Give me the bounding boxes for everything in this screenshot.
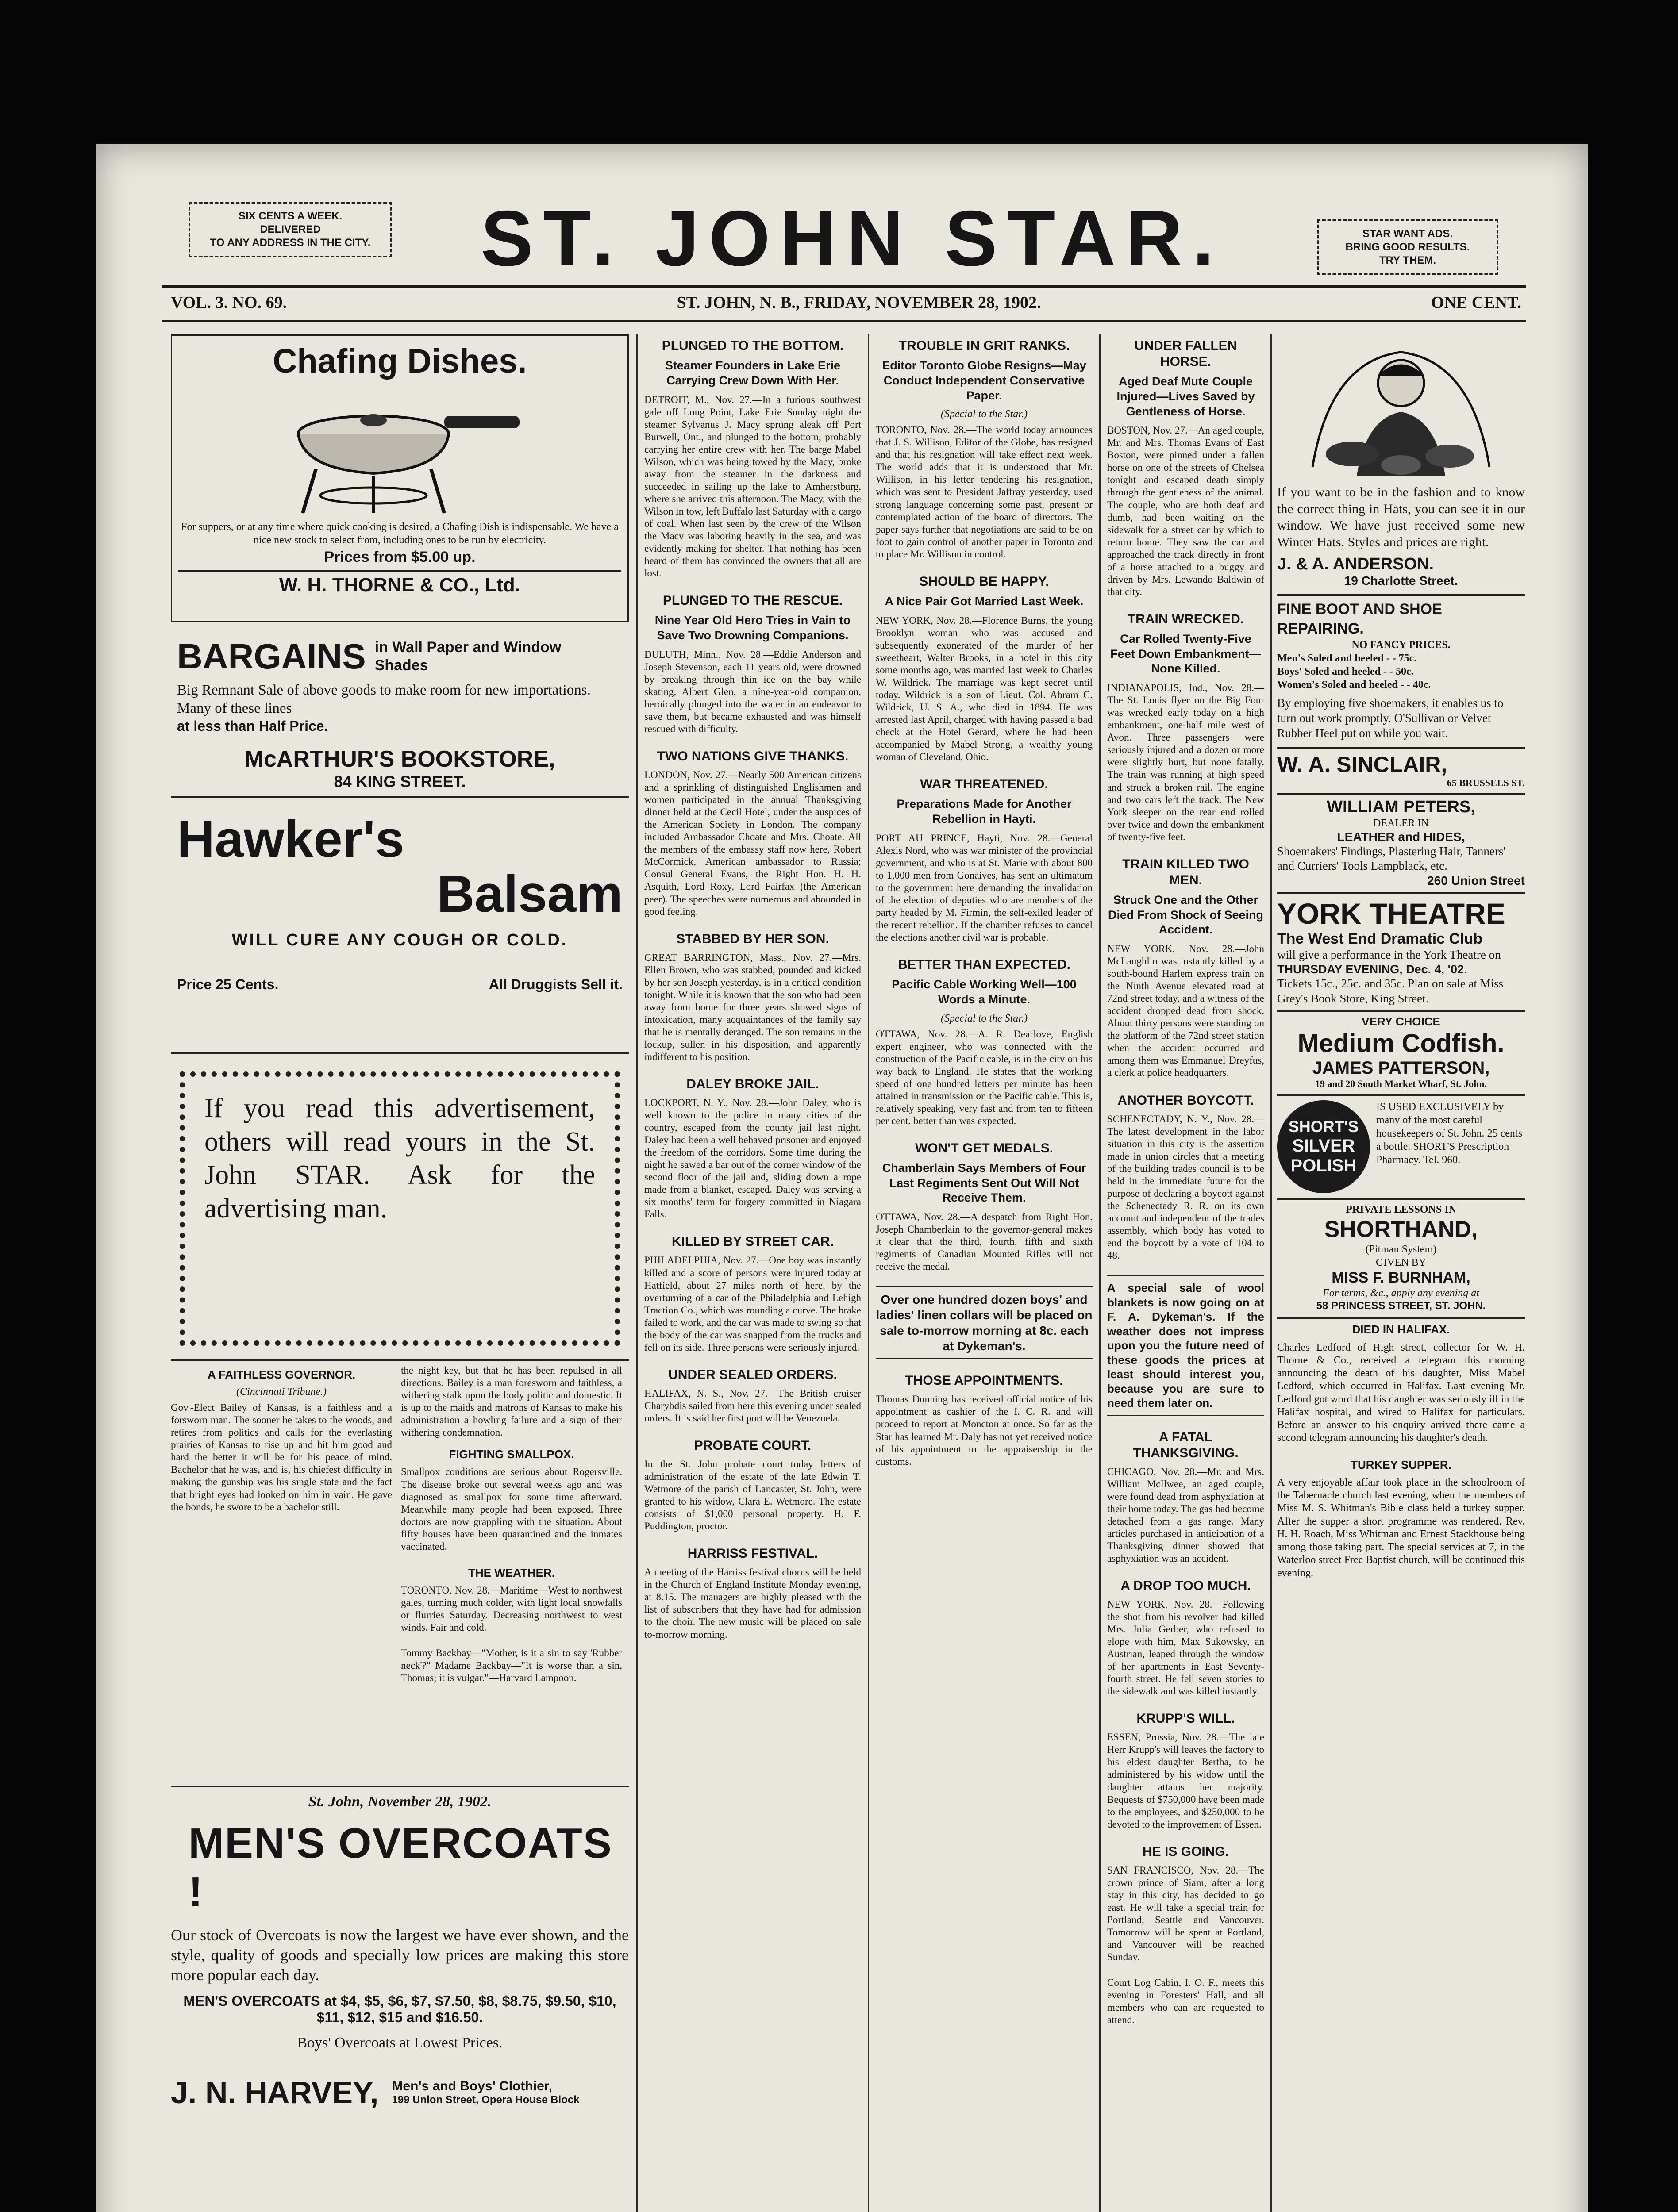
want-ads-box xyxy=(1317,219,1498,275)
silver-polish-ad xyxy=(1277,1094,1525,1193)
article-body: OTTAWA, Nov. 28.—A. R. Dearlove, English expert engineer, who was connected with the construction of the Pacific cable, is in the city on his way back to England. He states that the working speed of one hundred letters per minute has been attained in transmission on the Pacific cable. This is, relatively speaking, very fast and from ten to fifteen per cent. better than was expected. xyxy=(876,1028,1093,1126)
ad-druggists: All Druggists Sell it. xyxy=(489,976,623,992)
ad-address: 84 KING STREET. xyxy=(334,772,466,791)
article-subhead: Aged Deaf Mute Couple Injured—Lives Saved by Gentleness of Horse. xyxy=(1116,375,1255,418)
ad-headline: Hawker's xyxy=(177,810,404,868)
article-body: LONDON, Nov. 27.—Nearly 500 American citizens and a sprinkling of distinguished Englishmen and women participated in the annual Thanksgiving dinner held at the Cecil Hotel, under the auspices of the American Society in London. The company included Ambassador Choate and Mrs. Choate. All the members of the embassy staff now here, Robert McCormick, American ambassador to Russia; Consul General Evans, the Right Hon. H. H. Asquith, Lord Roxy, Lord Fairfax (the American peer). The speeches were numerous and abounded in good feeling. xyxy=(644,769,861,917)
column-3 xyxy=(876,334,1093,2212)
ad-headline: YORK THEATRE xyxy=(1277,897,1505,930)
article-body: BOSTON, Nov. 27.—An aged couple, Mr. and Mrs. Thomas Evans of East Boston, were pinned under a fallen horse on one of the streets of Chelsea tonight and escaped death simply through the gentleness of the animal. The couple, who are both deaf and dumb, had been waiting on the sidewalk for a street car by which to return home. They saw the car and approached the track directly in front of a horse attached to a buggy and driven by Mrs. Lewando Baldwin of that city. xyxy=(1107,425,1264,597)
article-thanks xyxy=(644,749,861,918)
article-credit: (Special to the Star.) xyxy=(941,1012,1028,1024)
article-body: DULUTH, Minn., Nov. 28.—Eddie Anderson and Joseph Stevenson, each 11 years old, were drowned by breaking through thin ice on the bay while skating. Albert Glen, a nine-year-old companion, heroically plunged into the water in an endeavor to save them, but became exhausted and was himself rescued with difficulty. xyxy=(644,649,861,734)
blankets-notice: A special sale of wool blankets is now going on at F. A. Dykeman's. If the weather does not impress upon you the future need of these goods the prices at least should interest you, because you are sure to need them later on. xyxy=(1107,1275,1264,1416)
delivery-line: DELIVERED xyxy=(260,223,321,235)
article-subhead: Nine Year Old Hero Tries in Vain to Save Two Drowning Companions. xyxy=(654,614,851,642)
ad-subhead: DEALER IN xyxy=(1373,817,1429,829)
ad-prices: MEN'S OVERCOATS at $4, $5, $6, $7, $7.50, $8, $8.75, $9.50, $10, $11, $12, $15 and $16.50. xyxy=(183,1993,616,2025)
ad-address: 65 BRUSSELS ST. xyxy=(1447,777,1525,788)
delivery-notice-box xyxy=(189,202,392,257)
delivery-line: SIX CENTS A WEEK. xyxy=(238,210,343,222)
ad-copy: For terms, &c., apply any evening at xyxy=(1323,1287,1479,1299)
column-rule xyxy=(1270,334,1272,2212)
newspaper-title: ST. JOHN STAR. xyxy=(481,194,1224,282)
price-line: Boys' Soled and heeled - - 50c. xyxy=(1277,666,1414,678)
article-headline: A DROP TOO MUCH. xyxy=(1120,1578,1251,1593)
ad-headline: SHORTHAND, xyxy=(1324,1217,1478,1243)
polish-badge-line: SHORT'S xyxy=(1288,1118,1359,1136)
ad-headline: Chafing Dishes. xyxy=(273,342,527,380)
article-daley xyxy=(644,1076,861,1221)
masthead-rule-top xyxy=(162,285,1526,288)
article-happy xyxy=(876,574,1093,763)
article-headline: ANOTHER BOYCOTT. xyxy=(1117,1093,1254,1108)
advertising-copy: If you read this advertisement, others will read yours in the St. John STAR. Ask for the advertising man. xyxy=(204,1093,595,1224)
article-body: ESSEN, Prussia, Nov. 28.—The late Herr Krupp's will leaves the factory to his eldest daughter Bertha, to be administered by his widow until the daughter attains her majority. Bequests of $750,000 have been made to the employees, and $250,000 to be devoted to the improvement of Essen. xyxy=(1107,1732,1264,1830)
column-rule xyxy=(1099,334,1101,2212)
article-stabbed xyxy=(644,931,861,1063)
ad-subhead: VERY CHOICE xyxy=(1362,1015,1440,1029)
ad-copy: will give a performance in the York Theatre on xyxy=(1277,948,1501,962)
ad-copy: Tickets 15c., 25c. and 35c. Plan on sale at Miss Grey's Book Store, King Street. xyxy=(1277,976,1504,1005)
article-headline: THE WEATHER. xyxy=(468,1566,555,1579)
chafing-dishes-ad xyxy=(171,334,629,622)
article-medals xyxy=(876,1141,1093,1273)
article-body: NEW YORK, Nov. 28.—Following the shot from his revolver had killed Mrs. Julia Gerber, who refused to elope with him, Max Sukowsky, an Austrian, leaped through the window of her apartments in East Seventy-fourth street. He fell seven stories to the sidewalk and was killed instantly. xyxy=(1107,1598,1264,1697)
hatted-man-illustration xyxy=(1304,334,1498,480)
ad-firm: McARTHUR'S BOOKSTORE, xyxy=(244,746,555,772)
york-theatre-ad xyxy=(1277,892,1525,1006)
peters-ad xyxy=(1277,793,1525,888)
ad-firm: W. A. SINCLAIR, xyxy=(1277,752,1447,777)
article-governor xyxy=(171,1368,392,1513)
advertising-notice xyxy=(180,1071,620,1346)
article-street-car xyxy=(644,1234,861,1353)
place-date: ST. JOHN, N. B., FRIDAY, NOVEMBER 28, 1902. xyxy=(677,293,1041,312)
article-headline: DIED IN HALIFAX. xyxy=(1352,1323,1450,1336)
article-war xyxy=(876,776,1093,944)
ad-address: 19 and 20 South Market Wharf, St. John. xyxy=(1315,1078,1487,1090)
ad-copy: Our stock of Overcoats is now the largest we have ever shown, and the style, quality of goods and specially low prices are making this store more popular each day. xyxy=(171,1926,629,1984)
article-headline: BETTER THAN EXPECTED. xyxy=(897,957,1071,972)
ad-copy: (Pitman System) xyxy=(1365,1244,1437,1256)
article-body: TORONTO, Nov. 28.—Maritime—West to northwest gales, turning much colder, with light local snowfalls or flurries Saturday. Decreasing northwest to west winds. Fair and cold. xyxy=(401,1584,622,1633)
article-going xyxy=(1107,1844,1264,1963)
dateline xyxy=(171,289,1521,316)
article-body: A very enjoyable affair took place in the schoolroom of the Tabernacle church last evening, when the members of Miss M. S. Whitman's Bible class held a turkey supper. After the supper a short programme was rendered. Rev. H. H. Roach, Miss Whitman and Ernest Stackhouse being among those taking part. The special services at 7, in the Waterloo street Free Baptist church, will be continued this evening. xyxy=(1277,1476,1525,1579)
article-weather xyxy=(401,1566,622,1634)
ad-headline: Medium Codfish. xyxy=(1297,1029,1505,1058)
ad-firm-description: Men's and Boys' Clothier, xyxy=(392,2078,553,2093)
article-body: GREAT BARRINGTON, Mass., Nov. 27.—Mrs. Ellen Brown, who was stabbed, pounded and kicked by her son Joseph yesterday, is in a critical condition tonight. While it is known that the son who had been away from home for three years showed signs of intoxication, many acquaintances of the family say that he is mentally deranged. The son remains in the lockup, sullen in his disposition, and apparently indifferent to his position. xyxy=(644,952,861,1062)
article-headline: A FATAL THANKSGIVING. xyxy=(1133,1429,1239,1460)
ad-headline: Balsam xyxy=(437,864,623,923)
volume-number: VOL. 3. NO. 69. xyxy=(171,293,287,312)
ad-firm: J. N. HARVEY, xyxy=(171,2075,379,2110)
article-source: (Cincinnati Tribune.) xyxy=(236,1386,327,1398)
ad-copy: For suppers, or at any time where quick cooking is desired, a Chafing Dish is indispensable. We have a nice new stock to select from, including ones to be run by electricity. xyxy=(181,521,619,546)
article-sealed-orders xyxy=(644,1367,861,1425)
article-headline: UNDER FALLEN HORSE. xyxy=(1134,338,1237,369)
article-headline: TWO NATIONS GIVE THANKS. xyxy=(657,749,849,764)
article-body: NEW YORK, Nov. 28.—John McLaughlin was instantly killed by a south-bound Harlem express train on the Ninth Avenue elevated road at 72nd street today, and a witness of the accident dropped dead from shock. About thirty persons were standing on the platform of the 72nd street station when the accident occurred and among them was Emmanuel Dreyfus, a clerk at police headquarters. xyxy=(1107,943,1264,1079)
article-subhead: Editor Toronto Globe Resigns—May Conduct Independent Conservative Paper. xyxy=(882,359,1086,402)
article-headline: HE IS GOING. xyxy=(1142,1844,1229,1859)
polish-badge xyxy=(1277,1100,1370,1193)
article-boycott xyxy=(1107,1093,1264,1262)
hats-copy: If you want to be in the fashion and to know the correct thing in Hats, you can see it in our window. We have just received some new Winter Hats. Styles and prices are right. xyxy=(1277,485,1525,549)
ad-headline: FINE BOOT AND SHOE REPAIRING. xyxy=(1277,601,1442,637)
article-plunged-rescue xyxy=(644,593,861,735)
article-subhead: A Nice Pair Got Married Last Week. xyxy=(885,594,1084,608)
article-body: INDIANAPOLIS, Ind., Nov. 28.—The St. Louis flyer on the Big Four was wrecked early today on a high embankment, one-half mile west of Avon. Three passengers were seriously injured and a dozen or more were slightly hurt, but none fatally. The train was running at high speed and struck a broken rail. The engine and two cars left the track. The New York sleeper on the rear end rolled over twice and down the embankment of twenty-five feet. xyxy=(1107,682,1264,842)
article-harriss xyxy=(644,1546,861,1640)
article-body: NEW YORK, Nov. 28.—Florence Burns, the young Brooklyn woman who was accused and subsequently exonerated of the murder of her sweetheart, Walter Brooks, in a hotel in this city some months ago, was married last week to Charles W. Wildrick. The marriage was kept secret until today. Wildrick is a son of Lieut. Col. Abram C. Wildrick, U. S. A., who died in 1894. He was arrested last April, charged with having passed a bad check at the Hotel Gerard, where he had been accompanied by Mabel Strong, a wealthy young woman of Cleveland, Ohio. xyxy=(876,614,1093,763)
article-drop xyxy=(1107,1578,1264,1697)
article-subhead: Car Rolled Twenty-Five Feet Down Embankment—None Killed. xyxy=(1110,632,1261,676)
article-died-halifax xyxy=(1277,1317,1525,1444)
article-body: Thomas Dunning has received official notice of his appointment as cashier of the I. C. R. and will proceed to report at Moncton at once. So far as the Star has learned Mr. Daly has not yet received notice of his appointment to the appraisership in the customs. xyxy=(876,1394,1093,1467)
article-body: Charles Ledford of High street, collector for W. H. Thorne & Co., received a telegram this morning announcing the death of his daughter, Miss Mabel Ledford, which occurred in Halifax. Last evening Mr. Ledford got word that his daughter was seriously ill in the Halifax hospital, and wired to Halifax for particulars. Before an answer to his enquiry arrived there came a second telegram announcing his daughter's death. xyxy=(1277,1341,1525,1444)
ad-subhead: LEATHER and HIDES, xyxy=(1337,830,1465,844)
article-headline: TROUBLE IN GRIT RANKS. xyxy=(898,338,1070,353)
column-2 xyxy=(644,334,861,2212)
article-headline: PLUNGED TO THE BOTTOM. xyxy=(662,338,844,353)
ad-firm: W. H. THORNE & CO., Ltd. xyxy=(178,570,621,596)
article-appointments xyxy=(876,1373,1093,1467)
article-krupp xyxy=(1107,1711,1264,1830)
price: ONE CENT. xyxy=(1431,293,1521,312)
bargains-ad xyxy=(171,630,629,798)
ad-firm: WILLIAM PETERS, xyxy=(1327,797,1475,816)
ad-date: THURSDAY EVENING, Dec. 4, '02. xyxy=(1277,962,1467,976)
ad-price: Price 25 Cents. xyxy=(177,976,279,992)
article-body: SAN FRANCISCO, Nov. 28.—The crown prince of Siam, after a long stay in this city, has decided to go east. He will take a special train for Portland, Seattle and Vancouver. Tomorrow will be spent at Portland, and Vancouver will be reached Sunday. xyxy=(1107,1864,1264,1963)
article-headline: TURKEY SUPPER. xyxy=(1351,1458,1451,1471)
article-body: TORONTO, Nov. 28.—The world today announces that J. S. Willison, Editor of the Globe, has resigned and that his resignation will take effect next week. The world adds that it is understood that Mr. Willison, in his letter tendering his resignation, which was sent to President Jaffray yesterday, used strong language concerning some past, present or contemplated action of the board of directors. The paper says further that negotiations are said to be on foot to gain control of another paper in Toronto and to place Mr. Willison in control. xyxy=(876,424,1093,560)
article-headline: PLUNGED TO THE RESCUE. xyxy=(662,593,843,608)
article-body: Smallpox conditions are serious about Rogersville. The disease broke out several weeks ago and was diagnosed as smallpox for some time afterward. Meanwhile many people had been exposed. Three doctors are now grappling with the situation. About fifty houses have been quarantined and the inmates vaccinated. xyxy=(401,1466,622,1552)
hawkers-balsam-ad xyxy=(171,806,629,1054)
sinclair-ad xyxy=(1277,747,1525,789)
article-turkey-supper xyxy=(1277,1458,1525,1580)
article-headline: A FAITHLESS GOVERNOR. xyxy=(207,1368,356,1381)
article-expected xyxy=(876,957,1093,1127)
court-notice: Court Log Cabin, I. O. F., meets this evening in Foresters' Hall, and all members who can are requested to attend. xyxy=(1107,1977,1264,2026)
article-headline: HARRISS FESTIVAL. xyxy=(687,1546,818,1561)
article-headline: PROBATE COURT. xyxy=(694,1438,812,1453)
ad-headline: MEN'S OVERCOATS ! xyxy=(189,1820,612,1916)
article-body: PORT AU PRINCE, Hayti, Nov. 28.—General Alexis Nord, who was war minister of the provincial government, and who is at St. Marie with about 800 to 1,000 men from Gonaives, has sent an ultimatum to the government here demanding the invalidation of the election of deputies who are members of the party headed by M. Firmin, the self-exiled leader of the recent rebellion. If the chamber refuses to cancel the elections another civil war is probable. xyxy=(876,832,1093,943)
article-headline: KILLED BY STREET CAR. xyxy=(671,1234,834,1249)
article-grit-ranks xyxy=(876,338,1093,561)
shorthand-ad xyxy=(1277,1198,1525,1312)
ad-copy-bold: at less than Half Price. xyxy=(177,718,328,734)
ad-firm: J. & A. ANDERSON. xyxy=(1277,555,1434,573)
want-ads-line: BRING GOOD RESULTS. xyxy=(1345,241,1470,253)
polish-badge-line: SILVER xyxy=(1292,1136,1355,1156)
article-headline: THOSE APPOINTMENTS. xyxy=(905,1373,1063,1388)
ad-copy: GIVEN BY xyxy=(1376,1257,1426,1269)
column-rule xyxy=(868,334,869,2212)
article-subhead: Chamberlain Says Members of Four Last Regiments Sent Out Will Not Receive Them. xyxy=(882,1161,1086,1205)
ad-copy: IS USED EXCLUSIVELY by many of the most careful housekeepers of St. John. 25 cents a bottle. SHORT'S Prescription Pharmacy. Tel. 960. xyxy=(1376,1101,1522,1166)
article-continuation: the night key, but that he has been repulsed in all directions. Bailey is a man foresworn and faithless, a withering stalk upon the body politic and domestic. It is up to the maids and matrons of Kansas to make his administration a howling failure and a sign of their withering condemnation. xyxy=(401,1365,622,1438)
newspaper-page xyxy=(96,144,1588,2212)
article-headline: WAR THREATENED. xyxy=(920,777,1048,792)
article-plunged-bottom xyxy=(644,338,861,580)
article-killed-two xyxy=(1107,856,1264,1079)
article-credit: (Special to the Star.) xyxy=(941,408,1028,420)
column-4 xyxy=(1107,334,1264,2212)
ad-copy: Boys' Overcoats at Lowest Prices. xyxy=(297,2035,503,2051)
polish-badge-line: POLISH xyxy=(1290,1156,1357,1176)
article-probate xyxy=(644,1438,861,1532)
article-headline: TRAIN WRECKED. xyxy=(1127,611,1244,626)
column-5 xyxy=(1277,334,1525,2212)
article-headline: DALEY BROKE JAIL. xyxy=(686,1077,819,1092)
article-body: In the St. John probate court today letters of administration of the estate of the late Edwin T. Wetmore of the parish of Lancaster, St. John, were granted to his widow, Clara E. Wetmore. The estate consists of $1,000 personal property. H. F. Puddington, proctor. xyxy=(644,1459,861,1532)
ad-copy: Big Remnant Sale of above goods to make room for new importations. Many of these lines xyxy=(177,682,591,717)
ad-subhead: NO FANCY PRICES. xyxy=(1351,639,1451,651)
article-headline: STABBED BY HER SON. xyxy=(676,931,829,946)
article-train-wrecked xyxy=(1107,611,1264,843)
article-subhead: Preparations Made for Another Rebellion in Hayti. xyxy=(897,797,1072,826)
ad-copy: Shoemakers' Findings, Plastering Hair, Tanners' and Curriers' Tools Lampblack, etc. xyxy=(1277,844,1506,873)
want-ads-line: STAR WANT ADS. xyxy=(1362,228,1453,240)
article-headline: UNDER SEALED ORDERS. xyxy=(668,1367,837,1382)
codfish-ad xyxy=(1277,1010,1525,1090)
masthead-rule-bottom xyxy=(162,320,1526,322)
article-subhead: Struck One and the Other Died From Shock of Seeing Accident. xyxy=(1108,893,1264,937)
ad-subhead: PRIVATE LESSONS IN xyxy=(1346,1204,1456,1216)
article-body: CHICAGO, Nov. 28.—Mr. and Mrs. William McIlwee, an aged couple, were found dead from asphyxiation at their home today. The gas had become detached from a gas range. Many articles purchased in anticipation of a Thanksgiving dinner showed that asphyxiation was an accident. xyxy=(1107,1466,1264,1564)
collars-notice: Over one hundred dozen boys' and ladies' linen collars will be placed on sale to-morrow morning at 8c. each at Dykeman's. xyxy=(876,1286,1093,1359)
article-headline: FIGHTING SMALLPOX. xyxy=(449,1448,574,1461)
article-body: OTTAWA, Nov. 28.—A despatch from Right Hon. Joseph Chamberlain to the governor-general makes it clear that the third, fourth, fifth and sixth regiments of Canadian Mounted Rifles will not receive the medal. xyxy=(876,1211,1093,1272)
ad-prices: Prices from $5.00 up. xyxy=(324,549,476,565)
article-headline: WON'T GET MEDALS. xyxy=(915,1141,1054,1156)
chafing-dish-illustration xyxy=(276,385,524,518)
want-ads-line: TRY THEM. xyxy=(1379,254,1436,266)
article-body: LOCKPORT, N. Y., Nov. 28.—John Daley, who is well known to the police in many cities of the country, escaped from the county jail last night. Daley had been a well behaved prisoner and enjoyed the freedom of the corridors. Some time during the night he sawed a bar out of the corner window of the second floor of the jail and, sliding down a rope made from a blanket, escaped. Daley was serving a six months' term for forgery committed in Niagara Falls. xyxy=(644,1097,861,1220)
price-line: Men's Soled and heeled - - 75c. xyxy=(1277,653,1417,664)
boot-repair-ad xyxy=(1277,594,1525,741)
article-body: Gov.-Elect Bailey of Kansas, is a faithless and a forsworn man. The sooner he takes to the woods, and retires from politics and calls for the everlasting prairies of Kansas to rise up and hit him good and hard the better it will be for his peace of mind. Bachelor that he was, and is, his chiefest difficulty in making the gunship was his single state and the fact that bright eyes had looked on him in vain. He gave the bonds, he swore to be a bachelor still. xyxy=(171,1402,392,1513)
column-rule xyxy=(636,334,638,2212)
ad-subhead: The West End Dramatic Club xyxy=(1277,930,1483,948)
article-headline: TRAIN KILLED TWO MEN. xyxy=(1122,856,1249,887)
article-headline: KRUPP'S WILL. xyxy=(1136,1711,1235,1726)
article-headline: SHOULD BE HAPPY. xyxy=(919,574,1049,589)
ad-date: St. John, November 28, 1902. xyxy=(308,1793,492,1810)
article-body: PHILADELPHIA, Nov. 27.—One boy was instantly killed and a score of persons were injured today at Hatfield, about 27 miles north of here, by the overturning of a car of the Philadelphia and Lehigh Traction Co., which was rounding a curve. The brake failed to work, and the car was made to swing so that the body of the car was snapped from the trucks and fell on its side. Three persons were seriously injured. xyxy=(644,1255,861,1353)
article-thanksgiving xyxy=(1107,1429,1264,1565)
ad-name: MISS F. BURNHAM, xyxy=(1332,1269,1470,1286)
ad-subhead: in Wall Paper and Window Shades xyxy=(374,639,562,674)
overcoats-ad xyxy=(171,1786,629,2175)
ad-address: 19 Charlotte Street. xyxy=(1344,574,1458,588)
ad-firm: JAMES PATTERSON, xyxy=(1312,1058,1490,1078)
article-joke: Tommy Backbay—"Mother, is it a sin to say 'Rubber neck'?" Madame Backbay—"It is worse than a sin, Thomas; it is vulgar."—Harvard Lampoon. xyxy=(401,1647,622,1684)
article-subhead: Pacific Cable Working Well—100 Words a Minute. xyxy=(892,978,1077,1006)
article-body: HALIFAX, N. S., Nov. 27.—The British cruiser Charybdis sailed from here this evening under sealed orders. It is said her first port will be Venezuela. xyxy=(644,1387,861,1424)
article-body: DETROIT, M., Nov. 27.—In a furious southwest gale off Long Point, Lake Erie Sunday night the steamer Sylvanus J. Macy sprung aleak off Port Burwell, Ont., and plunged to the bottom, probably carrying her entire crew with her. The barge Mabel Wilson, which was being towed by the Macy, broke away from the steamer in the darkness and succeeded in sailing up the lake to Amherstburg, where she arrived this afternoon. The Macy, with the Wilson in tow, left Buffalo last Saturday with a cargo of coal. When last seen by the crew of the Wilson the Macy was laboring heavily in the sea, and was evidently making for shelter. That nothing has been heard of them has convinced the owners that all are lost. xyxy=(644,394,861,579)
price-line: Women's Soled and heeled - - 40c. xyxy=(1277,679,1431,691)
article-body: SCHENECTADY, N. Y., Nov. 28.—The latest development in the labor situation in this city is the assertion made in union circles that a meeting of the building trades council is to be held in the immediate future for the purpose of declaring a boycott against the Schenectady R. R. on its own account and independent of the trades assembly, which body has voted to end the boycott by a vote of 104 to 48. xyxy=(1107,1113,1264,1261)
delivery-line: TO ANY ADDRESS IN THE CITY. xyxy=(210,237,371,249)
article-subhead: Steamer Founders in Lake Erie Carrying Crew Down With Her. xyxy=(665,359,841,387)
ad-address: 260 Union Street xyxy=(1427,874,1525,888)
ad-headline: BARGAINS xyxy=(177,637,366,676)
article-fallen-horse xyxy=(1107,338,1264,598)
ad-address: 199 Union Street, Opera House Block xyxy=(392,2093,580,2106)
article-smallpox xyxy=(401,1448,622,1553)
ad-copy: WILL CURE ANY COUGH OR COLD. xyxy=(231,930,568,949)
ad-copy: By employing five shoemakers, it enables us to turn out work promptly. O'Sullivan or Velvet Rubber Heel put on while you wait. xyxy=(1277,696,1504,740)
article-body: A meeting of the Harriss festival chorus will be held in the Church of England Institute Monday evening, at 8.15. The managers are highly pleased with the list of subscribers that they have had for admission to the choir. The new music will be placed on sale to-morrow morning. xyxy=(644,1567,861,1640)
ad-address: 58 PRINCESS STREET, ST. JOHN. xyxy=(1316,1300,1486,1312)
